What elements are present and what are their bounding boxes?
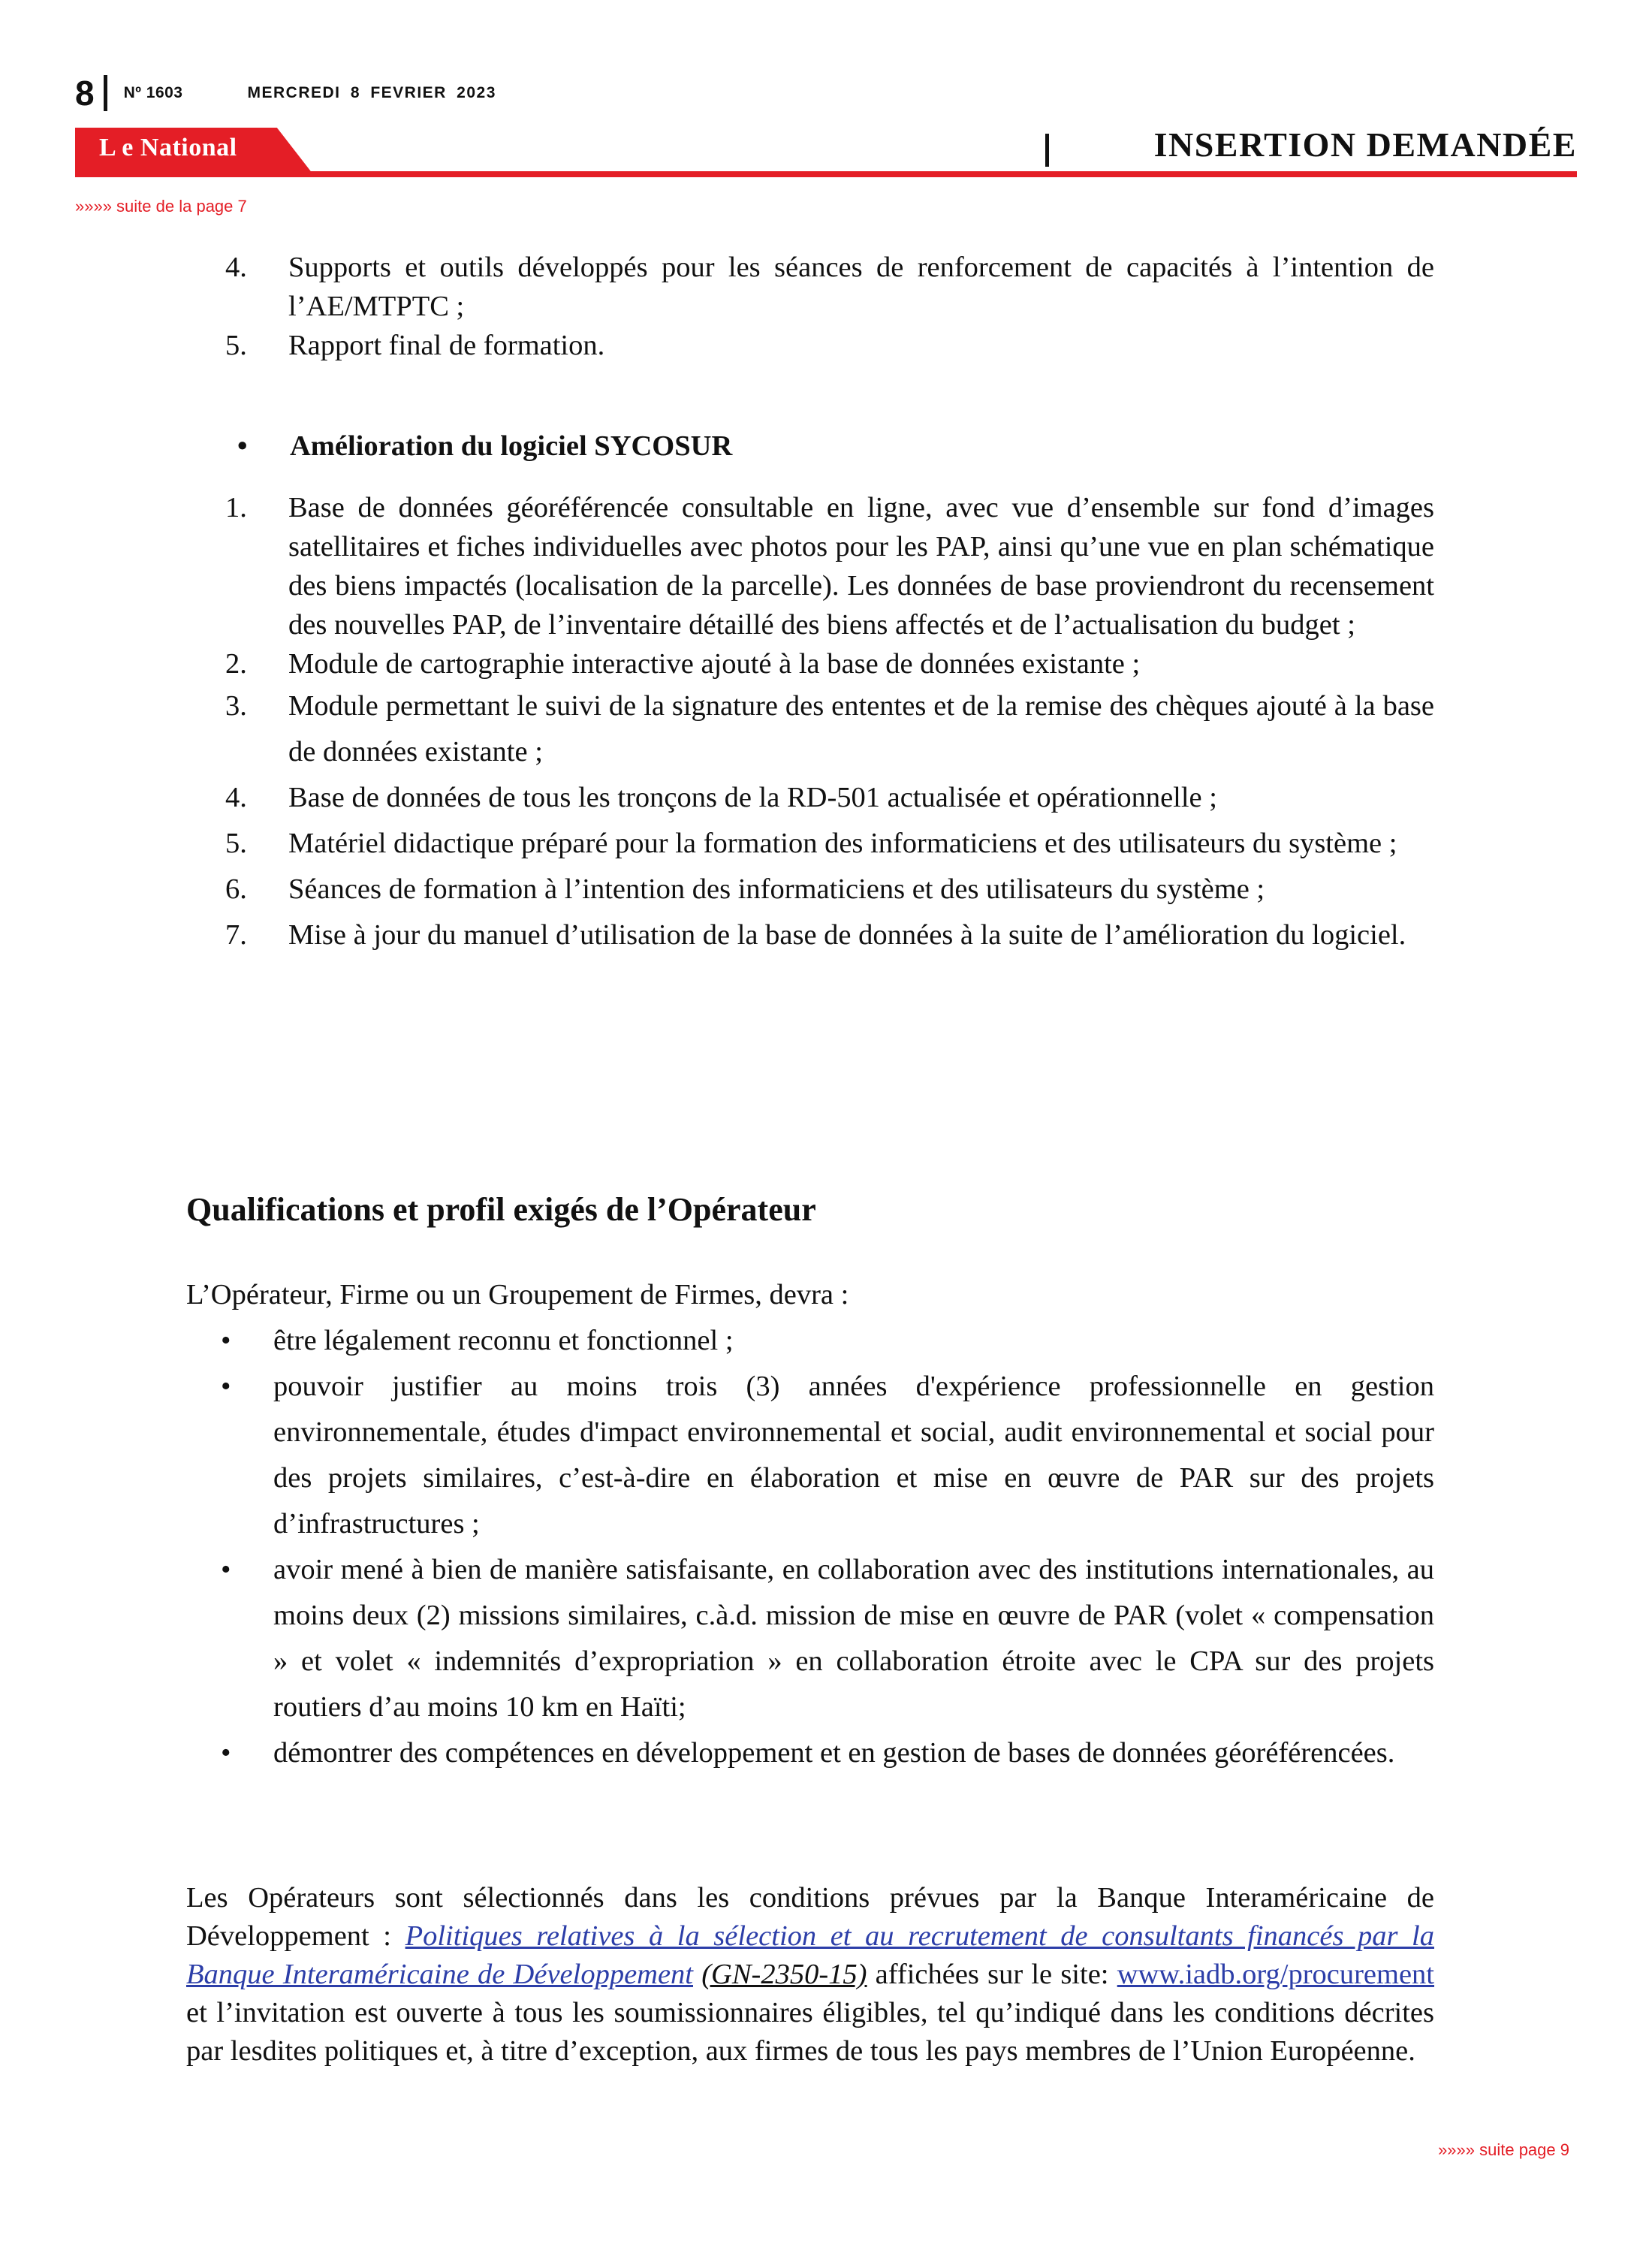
- item-text: Rapport final de formation.: [288, 330, 605, 361]
- qualifications-heading: Qualifications et profil exigés de l’Opérateur: [186, 1191, 816, 1228]
- issue-date: MERCREDI 8 FEVRIER 2023: [247, 84, 496, 101]
- policy-reference: (GN-2350-15): [701, 1959, 867, 1990]
- item-text: Module permettant le suivi de la signature des ententes et de la remise des chèques ajouté à la base de données existante ;: [288, 690, 1434, 768]
- brand-name: L e National: [99, 134, 237, 161]
- bullet-icon: •: [221, 1325, 231, 1356]
- bullet-icon: •: [221, 1371, 231, 1402]
- item-text: être légalement reconnu et fonctionnel ;: [273, 1325, 734, 1356]
- selection-paragraph: [186, 1879, 1434, 2071]
- list-item: [225, 867, 1434, 912]
- list-item: [225, 775, 1434, 821]
- selection-text: affichées sur le site:: [867, 1959, 1117, 1990]
- item-number: 6.: [225, 873, 247, 905]
- selection-text: Les Opérateurs sont sélectionnés dans les conditions prévues par la Banque Interaméricaine de Développement :: [186, 1882, 1434, 1952]
- item-text: Base de données géoréférencée consultable en ligne, avec vue d’ensemble sur fond d’images satellitaires et fiches individuelles avec photos pour les PAP, ainsi qu’une vue en plan schématique des biens impactés (localisation de la parcelle). Les données de base proviendront du recensement des nouvelles PAP, de l’inventaire détaillé des biens affectés et de l’actualisation du budget ;: [288, 492, 1434, 641]
- item-number: 2.: [225, 648, 247, 680]
- page-number: 8: [75, 74, 95, 113]
- list-item: [225, 683, 1434, 775]
- item-number: 4.: [225, 252, 247, 283]
- procurement-link[interactable]: www.iadb.org/procurement: [1117, 1959, 1435, 1990]
- page-header: [75, 72, 496, 114]
- item-text: démontrer des compétences en développement et en gestion de bases de données géoréférencées.: [273, 1737, 1395, 1769]
- list-item: [225, 326, 1434, 365]
- item-text: Matériel didactique préparé pour la formation des informaticiens et des utilisateurs du système ;: [288, 828, 1397, 859]
- item-text: pouvoir justifier au moins trois (3) années d'expérience professionnelle en gestion environnementale, études d'impact environnemental et social, audit environnemental et social pour des projets similaires, c’est-à-dire en élaboration et mise en œuvre de PAR sur des projets d’infrastructures ;: [273, 1371, 1434, 1540]
- list-item: [225, 248, 1434, 326]
- list-item: [221, 1730, 1434, 1776]
- item-text: Supports et outils développés pour les séances de renforcement de capacités à l’intention de l’AE/MTPTC ;: [288, 252, 1434, 322]
- bullet-icon: •: [221, 1554, 231, 1585]
- section-title: INSERTION DEMANDÉE: [1153, 125, 1577, 164]
- qualifications-intro: L’Opérateur, Firme ou un Groupement de Firmes, devra :: [186, 1279, 849, 1310]
- bullet-icon: •: [237, 430, 248, 462]
- sycosur-heading: [237, 427, 1439, 466]
- section-divider: [1045, 134, 1049, 167]
- deliverables-list: [225, 248, 1434, 365]
- issue-number: Nº 1603: [123, 84, 183, 101]
- item-number: 5.: [225, 828, 247, 859]
- item-text: Module de cartographie interactive ajouté à la base de données existante ;: [288, 648, 1141, 680]
- item-number: 4.: [225, 782, 247, 813]
- item-text: Mise à jour du manuel d’utilisation de la base de données à la suite de l’amélioration du logiciel.: [288, 919, 1406, 951]
- list-item: [221, 1364, 1434, 1547]
- item-number: 3.: [225, 690, 247, 722]
- list-item: [221, 1547, 1434, 1730]
- heading-text: Amélioration du logiciel SYCOSUR: [290, 430, 733, 462]
- policy-link[interactable]: Politiques relatives à la sélection et au recrutement de consultants financés par la Banque Interaméricaine de Développement: [186, 1920, 1434, 1990]
- list-item: [225, 644, 1434, 683]
- item-text: Base de données de tous les tronçons de la RD-501 actualisée et opérationnelle ;: [288, 782, 1217, 813]
- bullet-icon: •: [221, 1737, 231, 1769]
- list-item: [225, 912, 1434, 958]
- selection-text: et l’invitation est ouverte à tous les soumissionnaires éligibles, tel qu’indiqué dans les conditions décrites par lesdites politiques et, à titre d’exception, aux firmes de tous les pays membres de l’Union Européenne.: [186, 1997, 1434, 2067]
- item-text: avoir mené à bien de manière satisfaisante, en collaboration avec des institutions internationales, au moins deux (2) missions similaires, c.à.d. mission de mise en œuvre de PAR (volet « compensation » et volet « indemnités d’expropriation » en collaboration étroite avec le CPA sur des projets routiers d’au moins 10 km en Haïti;: [273, 1554, 1434, 1723]
- sycosur-list: [225, 488, 1434, 958]
- qualifications-list: [221, 1318, 1434, 1776]
- item-text: Séances de formation à l’intention des informaticiens et des utilisateurs du système ;: [288, 873, 1265, 905]
- list-item: [225, 821, 1434, 867]
- item-number: 5.: [225, 330, 247, 361]
- page-number-divider: [104, 75, 107, 111]
- continued-from: »»»» suite de la page 7: [75, 197, 247, 216]
- list-item: [225, 488, 1434, 644]
- list-item: [221, 1318, 1434, 1364]
- item-number: 1.: [225, 492, 247, 523]
- continued-to: »»»» suite page 9: [1438, 2140, 1569, 2159]
- item-number: 7.: [225, 919, 247, 951]
